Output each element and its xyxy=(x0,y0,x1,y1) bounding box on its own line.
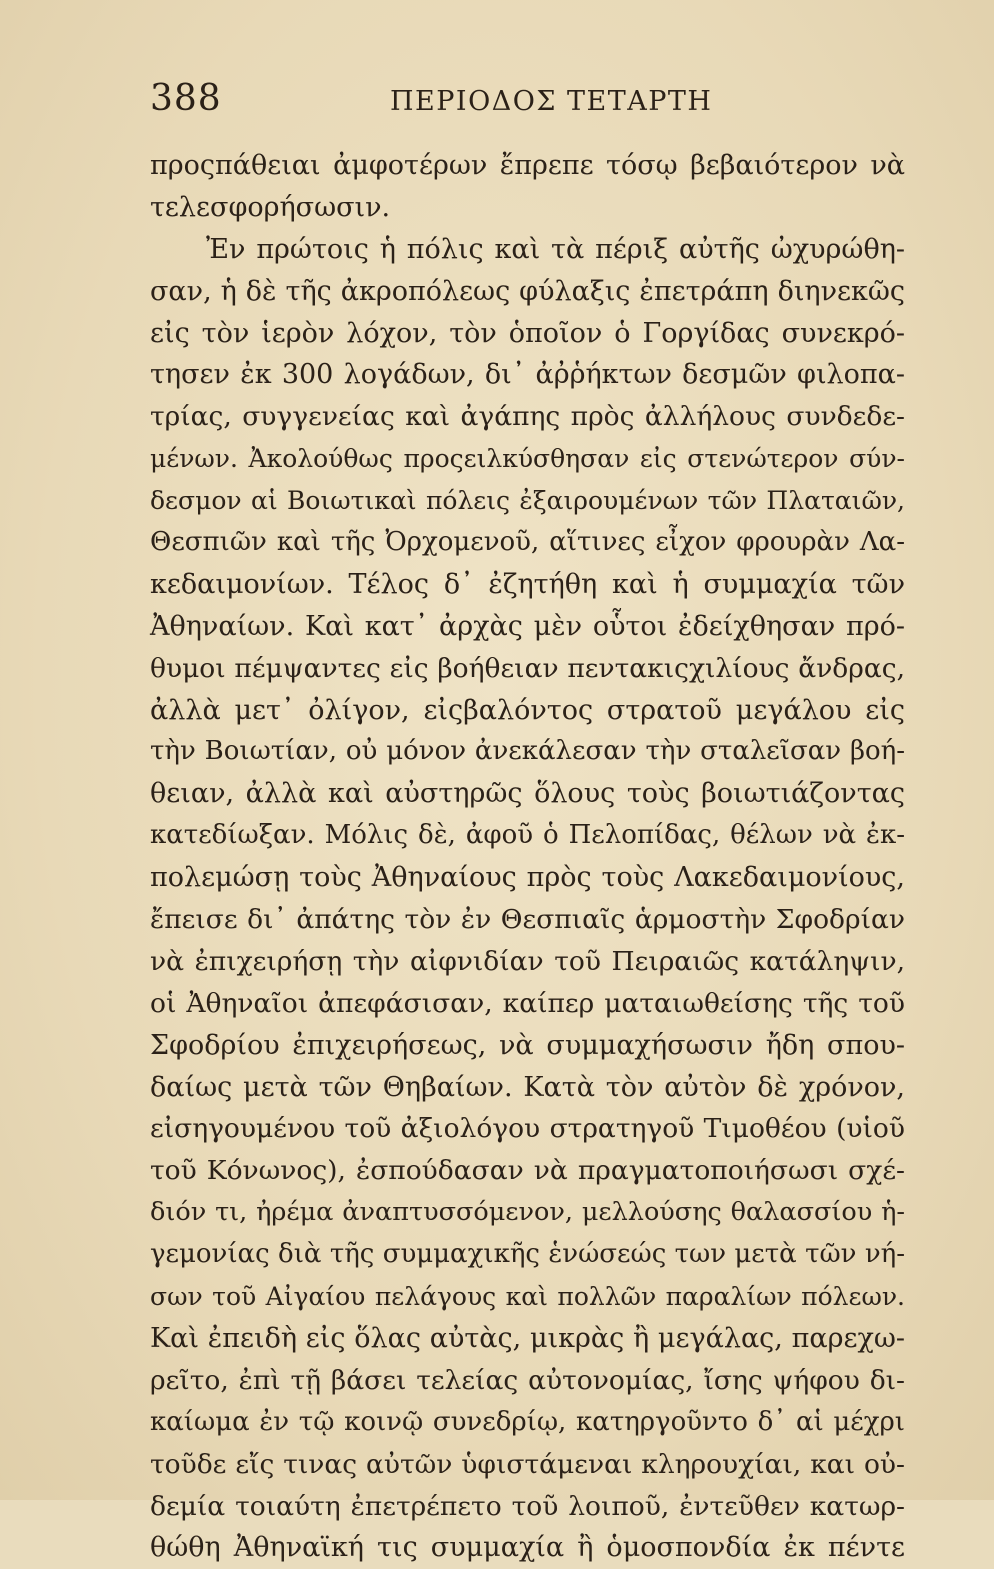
text-line: ρεῖτο, ἐπὶ τῇ βάσει τελείας αὐτονομίας, ἴσης ψήφου δι- xyxy=(150,1364,905,1396)
text-line: σαν, ἡ δὲ τῆς ἀκροπόλεως φύλαξις ἐπετράπη διηνεκῶς xyxy=(150,275,905,307)
text-line: τοῦδε εἴς τινας αὐτῶν ὑφιστάμεναι κληρουχίαι, και οὐ- xyxy=(150,1448,905,1480)
text-line: τρίας, συγγενείας καὶ ἀγάπης πρὸς ἀλλήλους συνδεδε- xyxy=(150,401,905,433)
text-line: θυμοι πέμψαντες εἰς βοήθειαν πεντακιςχιλίους ἄνδρας, xyxy=(150,652,905,684)
text-line: θειαν, ἀλλὰ καὶ αὐστηρῶς ὅλους τοὺς βοιωτιάζοντας xyxy=(150,778,905,810)
text-line: τὴν Βοιωτίαν, οὐ μόνον ἀνεκάλεσαν τὴν σταλεῖσαν βοή- xyxy=(150,736,905,767)
text-line: νὰ ἐπιχειρήσῃ τὴν αἰφνιδίαν τοῦ Πειραιῶς κατάληψιν, xyxy=(150,945,905,977)
text-line: προςπάθειαι ἀμφοτέρων ἔπρεπε τόσῳ βεβαιότερον νὰ xyxy=(150,150,905,181)
text-line: τελεσφορήσωσιν. xyxy=(150,191,391,223)
text-line: μένων. Ἀκολούθως προςειλκύσθησαν εἰς στενώτερον σύν- xyxy=(150,444,905,474)
running-title: ΠΕΡΙΟΔΟΣ ΤΕΤΑΡΤΗ xyxy=(390,86,713,117)
page-header xyxy=(150,78,910,128)
body-text xyxy=(150,145,905,1569)
text-line: τησεν ἐκ 300 λογάδων, δι᾽ ἀῤῥήκτων δεσμῶν φιλοπα- xyxy=(150,359,905,391)
text-line: ἀλλὰ μετ᾽ ὀλίγον, εἰςβαλόντος στρατοῦ μεγάλου εἰς xyxy=(150,694,905,726)
text-line: εἰς τὸν ἱερὸν λόχον, τὸν ὁποῖον ὁ Γοργίδας συνεκρό- xyxy=(150,317,905,349)
text-line: Ἐν πρώτοις ἡ πόλις καὶ τὰ πέριξ αὐτῆς ὠχυρώθη- xyxy=(206,233,905,265)
text-line: ἔπεισε δι᾽ ἀπάτης τὸν ἐν Θεσπιαῖς ἁρμοστὴν Σφοδρίαν xyxy=(150,904,905,936)
text-line: Θεσπιῶν καὶ τῆς Ὀρχομενοῦ, αἵτινες εἶχον φρουρὰν Λα- xyxy=(150,527,905,558)
text-line: κατεδίωξαν. Μόλις δὲ, ἀφοῦ ὁ Πελοπίδας, θέλων νὰ ἐκ- xyxy=(150,820,905,851)
text-line: Σφοδρίου ἐπιχειρήσεως, νὰ συμμαχήσωσιν ἤδη σπου- xyxy=(150,1029,905,1061)
text-line: κεδαιμονίων. Τέλος δ᾽ ἐζητήθη καὶ ἡ συμμαχία τῶν xyxy=(150,568,905,600)
text-line: Ἀθηναίων. Καὶ κατ᾽ ἀρχὰς μὲν οὗτοι ἐδείχθησαν πρό- xyxy=(150,610,905,642)
text-line: γεμονίας διὰ τῆς συμμαχικῆς ἑνώσεώς των μετὰ τῶν νή- xyxy=(150,1239,905,1270)
text-line: καίωμα ἐν τῷ κοινῷ συνεδρίῳ, κατηργοῦντο δ᾽ αἱ μέχρι xyxy=(150,1406,905,1437)
text-line: οἱ Ἀθηναῖοι ἀπεφάσισαν, καίπερ ματαιωθείσης τῆς τοῦ xyxy=(150,987,905,1019)
text-line: δεμία τοιαύτη ἐπετρέπετο τοῦ λοιποῦ, ἐντεῦθεν κατωρ- xyxy=(150,1490,905,1522)
text-line: σων τοῦ Αἰγαίου πελάγους καὶ πολλῶν παραλίων πόλεων. xyxy=(150,1282,905,1312)
text-line: διόν τι, ἠρέμα ἀναπτυσσόμενον, μελλούσης θαλασσίου ἡ- xyxy=(150,1197,905,1228)
text-line: δεσμον αἱ Βοιωτικαὶ πόλεις ἐξαιρουμένων τῶν Πλαταιῶν, xyxy=(150,486,905,516)
text-line: θώθη Ἀθηναϊκή τις συμμαχία ἢ ὁμοσπονδία ἐκ πέντε xyxy=(150,1532,905,1564)
page-number: 388 xyxy=(150,78,222,119)
text-line: πολεμώσῃ τοὺς Ἀθηναίους πρὸς τοὺς Λακεδαιμονίους, xyxy=(150,862,905,894)
text-line: εἰσηγουμένου τοῦ ἀξιολόγου στρατηγοῦ Τιμοθέου (υἱοῦ xyxy=(150,1113,905,1145)
text-line: Καὶ ἐπειδὴ εἰς ὅλας αὐτὰς, μικρὰς ἢ μεγάλας, παρεχω- xyxy=(150,1322,905,1354)
text-line: δαίως μετὰ τῶν Θηβαίων. Κατὰ τὸν αὐτὸν δὲ χρόνον, xyxy=(150,1071,905,1103)
text-line: τοῦ Κόνωνος), ἐσπούδασαν νὰ πραγματοποιήσωσι σχέ- xyxy=(150,1155,905,1187)
